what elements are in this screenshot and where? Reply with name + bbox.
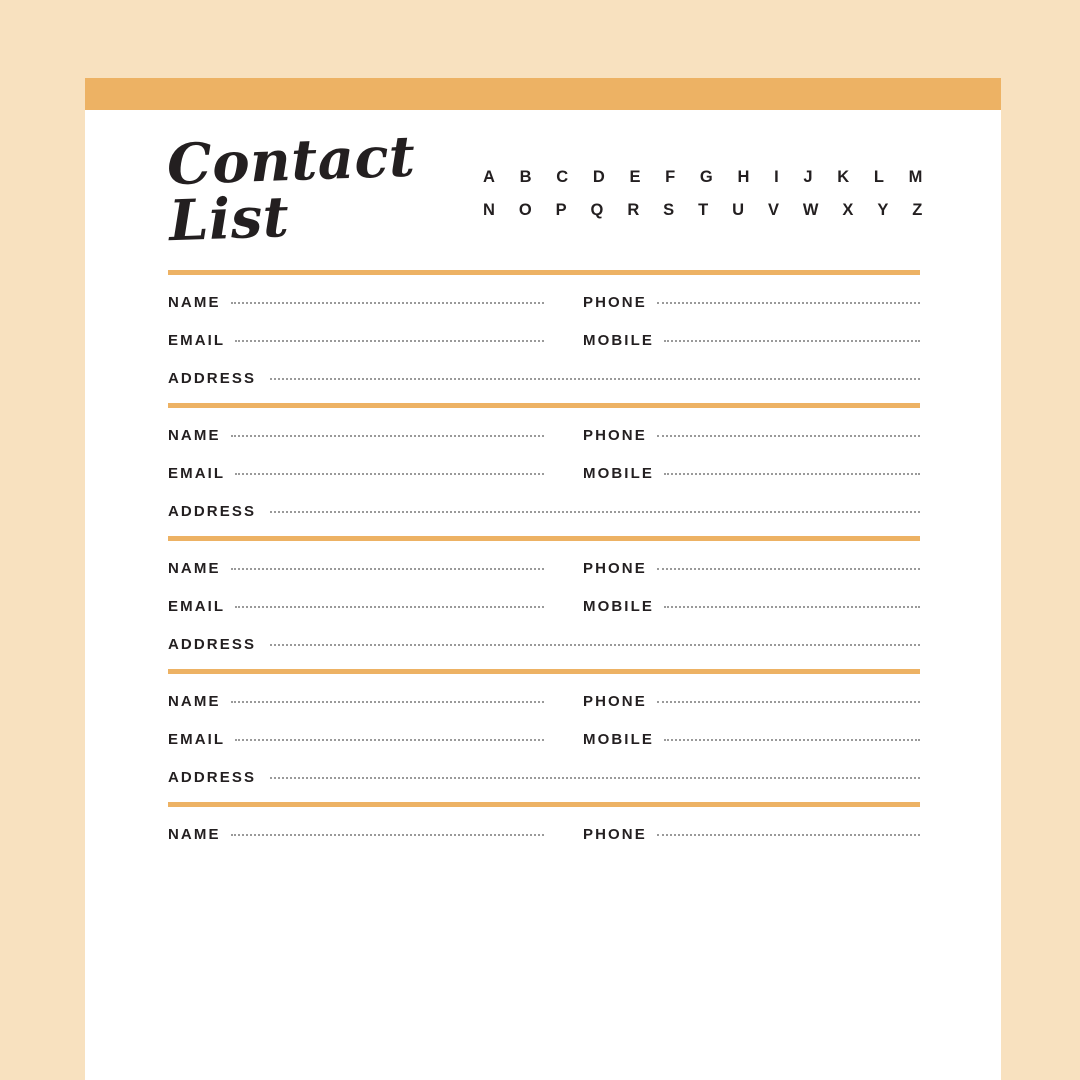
field-name[interactable] [168, 692, 544, 710]
field-label-address: ADDRESS [168, 636, 257, 653]
field-input-phone[interactable] [657, 556, 920, 570]
contact-entry [168, 293, 920, 387]
entry-row-email-mobile [168, 331, 920, 349]
field-label-phone: PHONE [583, 560, 647, 577]
field-label-phone: PHONE [583, 294, 647, 311]
entry-divider [168, 536, 920, 541]
field-label-name: NAME [168, 826, 221, 843]
entry-row-name-phone [168, 559, 920, 577]
alphabet-letter[interactable]: S [663, 201, 675, 219]
alphabet-letter[interactable]: H [737, 168, 750, 186]
field-input-name[interactable] [231, 822, 544, 836]
field-label-email: EMAIL [168, 598, 226, 615]
field-input-name[interactable] [231, 556, 544, 570]
entry-row-email-mobile [168, 597, 920, 615]
field-input-email[interactable] [235, 727, 544, 741]
field-label-mobile: MOBILE [583, 731, 654, 748]
alphabet-letter[interactable]: T [698, 201, 709, 219]
alphabet-row-2 [483, 201, 923, 220]
field-input-email[interactable] [235, 328, 544, 342]
field-name[interactable] [168, 293, 544, 311]
entry-row-name-phone [168, 293, 920, 311]
field-label-address: ADDRESS [168, 370, 257, 387]
field-input-mobile[interactable] [664, 328, 920, 342]
field-name[interactable] [168, 426, 544, 444]
field-mobile[interactable] [544, 597, 920, 615]
alphabet-letter[interactable]: K [837, 168, 850, 186]
alphabet-letter[interactable]: X [842, 201, 854, 219]
field-input-name[interactable] [231, 689, 544, 703]
entry-row-address [168, 369, 920, 387]
contact-entries [168, 270, 920, 859]
field-phone[interactable] [544, 426, 920, 444]
field-input-phone[interactable] [657, 423, 920, 437]
field-label-name: NAME [168, 693, 221, 710]
entry-row-email-mobile [168, 464, 920, 482]
field-phone[interactable] [544, 293, 920, 311]
alphabet-row-1 [483, 168, 923, 187]
field-mobile[interactable] [544, 331, 920, 349]
printable-page [85, 78, 1001, 1080]
field-email[interactable] [168, 331, 544, 349]
alphabet-letter[interactable]: W [802, 201, 819, 219]
field-label-name: NAME [168, 294, 221, 311]
field-label-phone: PHONE [583, 693, 647, 710]
field-email[interactable] [168, 730, 544, 748]
field-phone[interactable] [544, 825, 920, 843]
field-email[interactable] [168, 597, 544, 615]
field-phone[interactable] [544, 559, 920, 577]
contact-entry [168, 692, 920, 786]
alphabet-letter[interactable]: A [483, 168, 496, 186]
page-header [85, 110, 1001, 270]
field-input-phone[interactable] [657, 822, 920, 836]
entry-row-name-phone [168, 692, 920, 710]
contact-entry [168, 825, 920, 843]
contact-entry [168, 559, 920, 653]
field-phone[interactable] [544, 692, 920, 710]
alphabet-letter[interactable]: M [908, 168, 923, 186]
field-mobile[interactable] [544, 464, 920, 482]
entry-divider [168, 270, 920, 275]
alphabet-letter[interactable]: C [556, 168, 569, 186]
entry-divider [168, 802, 920, 807]
alphabet-letter[interactable]: O [518, 201, 533, 219]
alphabet-letter[interactable]: R [627, 201, 640, 219]
field-email[interactable] [168, 464, 544, 482]
field-label-mobile: MOBILE [583, 465, 654, 482]
field-input-phone[interactable] [657, 689, 920, 703]
entry-row-name-phone [168, 825, 920, 843]
alphabet-letter[interactable]: Y [877, 201, 889, 219]
alphabet-letter[interactable]: Q [590, 201, 604, 219]
field-label-email: EMAIL [168, 332, 226, 349]
entry-row-name-phone [168, 426, 920, 444]
alphabet-letter[interactable]: N [483, 201, 496, 219]
field-name[interactable] [168, 825, 544, 843]
field-label-email: EMAIL [168, 465, 226, 482]
alphabet-letter[interactable]: B [519, 168, 533, 186]
field-label-phone: PHONE [583, 427, 647, 444]
field-label-mobile: MOBILE [583, 598, 654, 615]
field-input-address[interactable] [270, 499, 920, 513]
field-input-email[interactable] [235, 594, 544, 608]
field-label-name: NAME [168, 560, 221, 577]
entry-row-address [168, 768, 920, 786]
field-input-mobile[interactable] [664, 727, 920, 741]
field-input-name[interactable] [231, 290, 544, 304]
field-input-name[interactable] [231, 423, 544, 437]
page-title: Contact List [165, 123, 417, 255]
entry-divider [168, 403, 920, 408]
alphabet-letter[interactable]: G [699, 168, 714, 186]
field-label-address: ADDRESS [168, 769, 257, 786]
alphabet-letter[interactable]: V [767, 201, 780, 219]
alphabet-letter[interactable]: F [665, 168, 676, 186]
entry-row-address [168, 502, 920, 520]
alphabet-letter[interactable]: P [555, 201, 568, 219]
alphabet-letter[interactable]: I [774, 168, 780, 186]
contact-entry [168, 426, 920, 520]
field-input-phone[interactable] [657, 290, 920, 304]
field-label-email: EMAIL [168, 731, 226, 748]
field-label-name: NAME [168, 427, 221, 444]
field-input-address[interactable] [270, 632, 920, 646]
field-mobile[interactable] [544, 730, 920, 748]
page-content [85, 110, 1001, 1080]
entry-row-address [168, 635, 920, 653]
alphabet-letter[interactable]: Z [912, 201, 923, 219]
field-input-mobile[interactable] [664, 594, 920, 608]
alphabet-index [483, 168, 923, 234]
alphabet-letter[interactable]: U [732, 201, 745, 219]
alphabet-letter[interactable]: L [873, 168, 885, 186]
page-top-accent-bar [85, 78, 1001, 110]
entry-row-email-mobile [168, 730, 920, 748]
field-label-address: ADDRESS [168, 503, 257, 520]
field-input-email[interactable] [235, 461, 544, 475]
field-label-phone: PHONE [583, 826, 647, 843]
alphabet-letter[interactable]: J [803, 168, 814, 186]
entry-divider [168, 669, 920, 674]
field-input-address[interactable] [270, 765, 920, 779]
field-input-mobile[interactable] [664, 461, 920, 475]
field-name[interactable] [168, 559, 544, 577]
field-label-mobile: MOBILE [583, 332, 654, 349]
field-input-address[interactable] [270, 366, 920, 380]
alphabet-letter[interactable]: D [592, 168, 606, 186]
alphabet-letter[interactable]: E [629, 168, 641, 186]
